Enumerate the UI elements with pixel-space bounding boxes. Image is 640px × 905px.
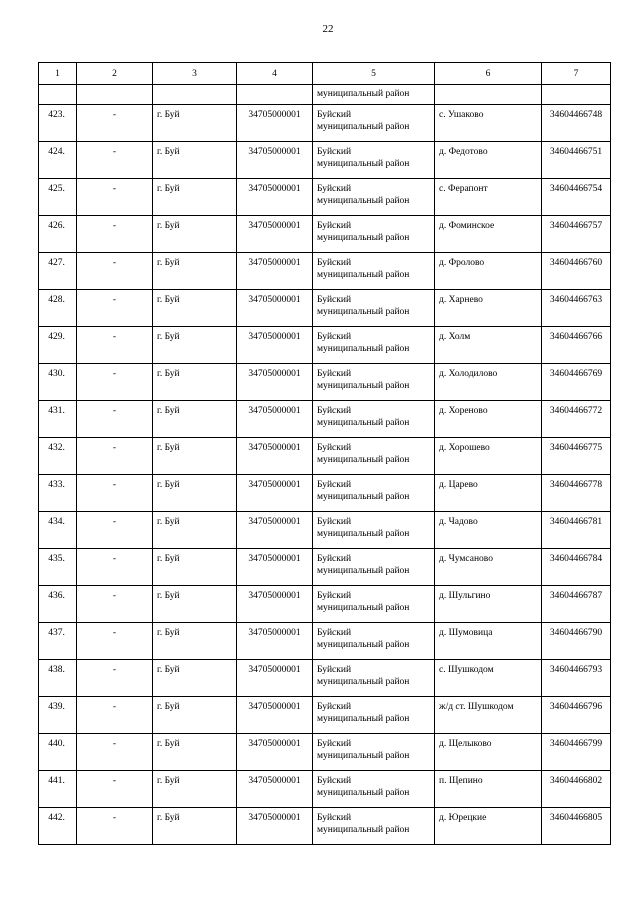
- district-line: Буйский: [317, 517, 352, 527]
- dash-cell: -: [77, 549, 153, 586]
- district-cell: [313, 179, 435, 216]
- row-number-cell: 425.: [39, 179, 77, 216]
- column-header: 1: [39, 63, 77, 85]
- code-cell: 34604466784: [542, 549, 611, 586]
- row-number-cell: 426.: [39, 216, 77, 253]
- column-header: 5: [313, 63, 435, 85]
- city-cell: г. Буй: [153, 179, 237, 216]
- district-cell: [313, 253, 435, 290]
- continuation-cell: муниципальный район: [313, 85, 435, 105]
- oktmo-cell: 34705000001: [237, 808, 313, 845]
- empty-cell: [39, 85, 77, 105]
- table-row: [39, 401, 611, 438]
- city-cell: г. Буй: [153, 734, 237, 771]
- district-cell: [313, 290, 435, 327]
- empty-cell: [435, 85, 542, 105]
- district-line: Буйский: [317, 665, 352, 675]
- table-row: [39, 253, 611, 290]
- settlement-cell: д. Фоминское: [435, 216, 542, 253]
- district-line: Буйский: [317, 184, 352, 194]
- district-line: муниципальный район: [317, 529, 410, 539]
- row-number-cell: 439.: [39, 697, 77, 734]
- oktmo-cell: 34705000001: [237, 549, 313, 586]
- district-line: Буйский: [317, 554, 352, 564]
- code-cell: 34604466775: [542, 438, 611, 475]
- settlement-cell: с. Шушкодом: [435, 660, 542, 697]
- district-line: муниципальный район: [317, 307, 410, 317]
- city-cell: г. Буй: [153, 364, 237, 401]
- city-cell: г. Буй: [153, 216, 237, 253]
- settlement-cell: д. Харнево: [435, 290, 542, 327]
- district-cell: [313, 216, 435, 253]
- settlement-cell: д. Щелыково: [435, 734, 542, 771]
- district-line: муниципальный район: [317, 159, 410, 169]
- district-line: муниципальный район: [317, 196, 410, 206]
- table-row: [39, 697, 611, 734]
- continuation-row: [39, 85, 611, 105]
- oktmo-cell: 34705000001: [237, 105, 313, 142]
- district-line: Буйский: [317, 221, 352, 231]
- settlement-cell: д. Хореново: [435, 401, 542, 438]
- district-cell: [313, 660, 435, 697]
- district-line: Буйский: [317, 443, 352, 453]
- oktmo-cell: 34705000001: [237, 401, 313, 438]
- dash-cell: -: [77, 364, 153, 401]
- city-cell: г. Буй: [153, 475, 237, 512]
- district-line: Буйский: [317, 369, 352, 379]
- row-number-cell: 432.: [39, 438, 77, 475]
- dash-cell: -: [77, 623, 153, 660]
- district-line: Буйский: [317, 258, 352, 268]
- oktmo-cell: 34705000001: [237, 771, 313, 808]
- district-line: муниципальный район: [317, 381, 410, 391]
- district-line: Буйский: [317, 295, 352, 305]
- district-cell: [313, 105, 435, 142]
- district-line: муниципальный район: [317, 825, 410, 835]
- row-number-cell: 436.: [39, 586, 77, 623]
- table-row: [39, 327, 611, 364]
- city-cell: г. Буй: [153, 290, 237, 327]
- table-row: [39, 364, 611, 401]
- district-cell: [313, 475, 435, 512]
- settlement-cell: д. Юрецкие: [435, 808, 542, 845]
- city-cell: г. Буй: [153, 586, 237, 623]
- district-cell: [313, 327, 435, 364]
- settlement-cell: д. Чадово: [435, 512, 542, 549]
- settlement-cell: с. Ферапонт: [435, 179, 542, 216]
- code-cell: 34604466805: [542, 808, 611, 845]
- dash-cell: -: [77, 697, 153, 734]
- column-header: 2: [77, 63, 153, 85]
- header-row: [39, 63, 611, 85]
- dash-cell: -: [77, 290, 153, 327]
- district-line: Буйский: [317, 110, 352, 120]
- table-row: [39, 216, 611, 253]
- district-line: муниципальный район: [317, 270, 410, 280]
- row-number-cell: 431.: [39, 401, 77, 438]
- empty-cell: [237, 85, 313, 105]
- table-row: [39, 549, 611, 586]
- district-cell: [313, 401, 435, 438]
- district-line: Буйский: [317, 739, 352, 749]
- oktmo-cell: 34705000001: [237, 327, 313, 364]
- oktmo-cell: 34705000001: [237, 364, 313, 401]
- table-row: [39, 586, 611, 623]
- district-cell: [313, 142, 435, 179]
- district-cell: [313, 623, 435, 660]
- district-line: Буйский: [317, 480, 352, 490]
- settlement-cell: д. Царево: [435, 475, 542, 512]
- row-number-cell: 430.: [39, 364, 77, 401]
- district-line: муниципальный район: [317, 122, 410, 132]
- column-header: 3: [153, 63, 237, 85]
- oktmo-cell: 34705000001: [237, 475, 313, 512]
- oktmo-cell: 34705000001: [237, 660, 313, 697]
- district-line: муниципальный район: [317, 677, 410, 687]
- row-number-cell: 442.: [39, 808, 77, 845]
- oktmo-cell: 34705000001: [237, 142, 313, 179]
- column-header: 4: [237, 63, 313, 85]
- dash-cell: -: [77, 253, 153, 290]
- oktmo-cell: 34705000001: [237, 623, 313, 660]
- row-number-cell: 438.: [39, 660, 77, 697]
- code-cell: 34604466757: [542, 216, 611, 253]
- settlement-cell: д. Федотово: [435, 142, 542, 179]
- district-line: Буйский: [317, 147, 352, 157]
- district-line: Буйский: [317, 406, 352, 416]
- empty-cell: [77, 85, 153, 105]
- code-cell: 34604466772: [542, 401, 611, 438]
- code-cell: 34604466760: [542, 253, 611, 290]
- district-cell: [313, 808, 435, 845]
- code-cell: 34604466802: [542, 771, 611, 808]
- table-row: [39, 105, 611, 142]
- district-line: Буйский: [317, 813, 352, 823]
- district-line: муниципальный район: [317, 714, 410, 724]
- city-cell: г. Буй: [153, 401, 237, 438]
- city-cell: г. Буй: [153, 623, 237, 660]
- table-row: [39, 734, 611, 771]
- settlement-cell: д. Холм: [435, 327, 542, 364]
- dash-cell: -: [77, 512, 153, 549]
- row-number-cell: 440.: [39, 734, 77, 771]
- code-cell: 34604466754: [542, 179, 611, 216]
- district-cell: [313, 734, 435, 771]
- district-cell: [313, 438, 435, 475]
- oktmo-cell: 34705000001: [237, 734, 313, 771]
- code-cell: 34604466787: [542, 586, 611, 623]
- table-row: [39, 475, 611, 512]
- district-line: муниципальный район: [317, 344, 410, 354]
- city-cell: г. Буй: [153, 105, 237, 142]
- district-cell: [313, 697, 435, 734]
- dash-cell: -: [77, 586, 153, 623]
- settlement-cell: ж/д ст. Шушкодом: [435, 697, 542, 734]
- empty-cell: [153, 85, 237, 105]
- table-row: [39, 179, 611, 216]
- code-cell: 34604466778: [542, 475, 611, 512]
- code-cell: 34604466751: [542, 142, 611, 179]
- oktmo-cell: 34705000001: [237, 697, 313, 734]
- district-line: муниципальный район: [317, 455, 410, 465]
- code-cell: 34604466763: [542, 290, 611, 327]
- dash-cell: -: [77, 105, 153, 142]
- settlement-cell: п. Щепино: [435, 771, 542, 808]
- oktmo-cell: 34705000001: [237, 290, 313, 327]
- city-cell: г. Буй: [153, 771, 237, 808]
- dash-cell: -: [77, 660, 153, 697]
- row-number-cell: 423.: [39, 105, 77, 142]
- city-cell: г. Буй: [153, 549, 237, 586]
- district-line: муниципальный район: [317, 492, 410, 502]
- code-cell: 34604466769: [542, 364, 611, 401]
- city-cell: г. Буй: [153, 512, 237, 549]
- dash-cell: -: [77, 142, 153, 179]
- table-row: [39, 660, 611, 697]
- row-number-cell: 427.: [39, 253, 77, 290]
- city-cell: г. Буй: [153, 438, 237, 475]
- settlements-table: [38, 62, 611, 845]
- settlement-cell: д. Шумовица: [435, 623, 542, 660]
- code-cell: 34604466793: [542, 660, 611, 697]
- district-line: муниципальный район: [317, 566, 410, 576]
- district-cell: [313, 364, 435, 401]
- column-header: 6: [435, 63, 542, 85]
- table-row: [39, 512, 611, 549]
- row-number-cell: 441.: [39, 771, 77, 808]
- dash-cell: -: [77, 438, 153, 475]
- dash-cell: -: [77, 327, 153, 364]
- city-cell: г. Буй: [153, 660, 237, 697]
- district-line: Буйский: [317, 591, 352, 601]
- district-line: муниципальный район: [317, 233, 410, 243]
- settlement-cell: д. Холодилово: [435, 364, 542, 401]
- dash-cell: -: [77, 475, 153, 512]
- district-line: муниципальный район: [317, 751, 410, 761]
- district-cell: [313, 586, 435, 623]
- district-line: муниципальный район: [317, 640, 410, 650]
- district-line: Буйский: [317, 628, 352, 638]
- row-number-cell: 433.: [39, 475, 77, 512]
- row-number-cell: 424.: [39, 142, 77, 179]
- table-row: [39, 290, 611, 327]
- district-line: Буйский: [317, 332, 352, 342]
- code-cell: 34604466748: [542, 105, 611, 142]
- settlement-cell: д. Чумсаново: [435, 549, 542, 586]
- row-number-cell: 437.: [39, 623, 77, 660]
- code-cell: 34604466766: [542, 327, 611, 364]
- district-line: Буйский: [317, 702, 352, 712]
- table-row: [39, 808, 611, 845]
- city-cell: г. Буй: [153, 253, 237, 290]
- oktmo-cell: 34705000001: [237, 179, 313, 216]
- dash-cell: -: [77, 734, 153, 771]
- row-number-cell: 429.: [39, 327, 77, 364]
- code-cell: 34604466781: [542, 512, 611, 549]
- page-number: 22: [322, 23, 334, 35]
- district-line: муниципальный район: [317, 603, 410, 613]
- oktmo-cell: 34705000001: [237, 438, 313, 475]
- table-row: [39, 438, 611, 475]
- row-number-cell: 428.: [39, 290, 77, 327]
- column-header: 7: [542, 63, 611, 85]
- settlement-cell: д. Фролово: [435, 253, 542, 290]
- empty-cell: [542, 85, 611, 105]
- row-number-cell: 435.: [39, 549, 77, 586]
- oktmo-cell: 34705000001: [237, 216, 313, 253]
- table-row: [39, 771, 611, 808]
- settlement-cell: д. Шульгино: [435, 586, 542, 623]
- settlement-cell: д. Хорошево: [435, 438, 542, 475]
- dash-cell: -: [77, 179, 153, 216]
- oktmo-cell: 34705000001: [237, 253, 313, 290]
- code-cell: 34604466790: [542, 623, 611, 660]
- district-line: муниципальный район: [317, 788, 410, 798]
- settlement-cell: с. Ушаково: [435, 105, 542, 142]
- district-cell: [313, 512, 435, 549]
- district-cell: [313, 549, 435, 586]
- city-cell: г. Буй: [153, 142, 237, 179]
- code-cell: 34604466799: [542, 734, 611, 771]
- city-cell: г. Буй: [153, 808, 237, 845]
- dash-cell: -: [77, 216, 153, 253]
- city-cell: г. Буй: [153, 697, 237, 734]
- code-cell: 34604466796: [542, 697, 611, 734]
- table-row: [39, 142, 611, 179]
- city-cell: г. Буй: [153, 327, 237, 364]
- dash-cell: -: [77, 808, 153, 845]
- district-line: муниципальный район: [317, 418, 410, 428]
- dash-cell: -: [77, 771, 153, 808]
- district-cell: [313, 771, 435, 808]
- oktmo-cell: 34705000001: [237, 586, 313, 623]
- oktmo-cell: 34705000001: [237, 512, 313, 549]
- table-row: [39, 623, 611, 660]
- dash-cell: -: [77, 401, 153, 438]
- row-number-cell: 434.: [39, 512, 77, 549]
- district-line: Буйский: [317, 776, 352, 786]
